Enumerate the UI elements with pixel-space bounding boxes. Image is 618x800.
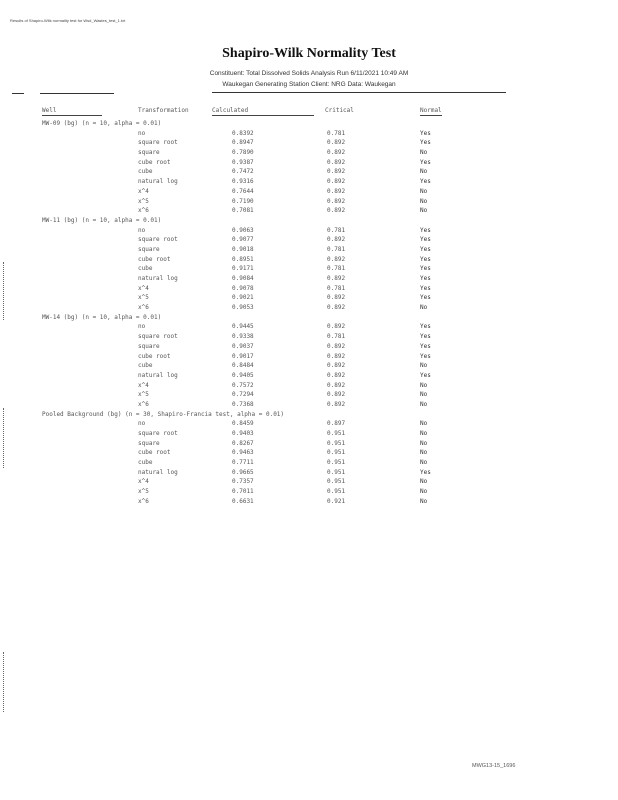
table-row: [0, 382, 618, 392]
normal-cell: Yes: [420, 342, 431, 350]
normal-cell: No: [420, 400, 428, 408]
critical-cell: 0.951: [327, 449, 346, 457]
critical-cell: 0.781: [327, 226, 346, 234]
calculated-cell: 0.7711: [232, 459, 254, 467]
normal-cell: Yes: [420, 226, 431, 234]
transformation-cell: cube: [138, 362, 153, 370]
normal-cell: No: [420, 449, 428, 457]
well-group-text: MW-11 (bg) (n = 10, alpha = 0.01): [42, 216, 162, 224]
normal-cell: Yes: [420, 255, 431, 263]
normal-cell: No: [420, 362, 428, 370]
well-group-text: Pooled Background (bg) (n = 30, Shapiro-Francia test, alpha = 0.01): [42, 410, 285, 418]
table-row: [0, 430, 618, 440]
calculated-cell: 0.7190: [232, 197, 254, 205]
transformation-cell: x^6: [138, 304, 149, 312]
calculated-cell: 0.9063: [232, 226, 254, 234]
transformation-cell: no: [138, 323, 146, 331]
normal-cell: No: [420, 304, 428, 312]
critical-cell: 0.951: [327, 468, 346, 476]
well-group-label: [0, 411, 618, 421]
source-line: Results of Shapiro-Wilk normality test for Wsd_Wastes_test_1.txt: [10, 18, 126, 23]
normal-cell: No: [420, 420, 428, 428]
transformation-cell: no: [138, 420, 146, 428]
critical-cell: 0.892: [327, 139, 346, 147]
station-subtitle: Waukegan Generating Station Client: NRG Data: Waukegan: [222, 81, 396, 88]
transformation-cell: no: [138, 226, 146, 234]
calculated-cell: 0.6631: [232, 497, 254, 505]
calculated-cell: 0.7472: [232, 168, 254, 176]
critical-cell: 0.892: [327, 197, 346, 205]
calculated-cell: 0.7890: [232, 149, 254, 157]
transformation-cell: square root: [138, 430, 178, 437]
calculated-cell: 0.7081: [232, 207, 254, 215]
calculated-cell: 0.7572: [232, 381, 254, 389]
normal-cell: Yes: [420, 275, 431, 282]
calculated-cell: 0.7011: [232, 488, 254, 496]
transformation-cell: square: [138, 149, 160, 157]
transformation-cell: x^5: [138, 294, 149, 302]
transformation-cell: cube root: [138, 158, 171, 166]
table-row: [0, 207, 618, 217]
table-row: [0, 227, 618, 237]
calculated-cell: 0.9665: [232, 468, 254, 476]
transformation-cell: x^6: [138, 497, 149, 505]
critical-cell: 0.892: [327, 168, 346, 176]
bates-number: MWG13-15_1696: [472, 763, 516, 769]
table-row: [0, 343, 618, 353]
calculated-cell: 0.9445: [232, 323, 254, 331]
critical-cell: 0.892: [327, 178, 346, 186]
transformation-cell: square: [138, 439, 160, 447]
normal-cell: No: [420, 149, 428, 157]
calculated-cell: 0.9403: [232, 430, 254, 437]
critical-cell: 0.892: [327, 362, 346, 370]
transformation-cell: natural log: [138, 371, 178, 379]
calculated-cell: 0.7294: [232, 391, 254, 399]
table-row: [0, 198, 618, 208]
calculated-cell: 0.9387: [232, 158, 254, 166]
table-row: [0, 440, 618, 450]
critical-cell: 0.892: [327, 207, 346, 215]
table-row: [0, 449, 618, 459]
transformation-cell: cube: [138, 168, 153, 176]
critical-cell: 0.892: [327, 255, 346, 263]
table-row: [0, 294, 618, 304]
critical-cell: 0.892: [327, 304, 346, 312]
calculated-cell: 0.7368: [232, 400, 254, 408]
page-title: Shapiro-Wilk Normality Test: [222, 46, 396, 61]
critical-cell: 0.892: [327, 371, 346, 379]
column-header-normal: Normal: [420, 107, 442, 114]
critical-cell: 0.951: [327, 478, 346, 486]
critical-cell: 0.951: [327, 439, 346, 447]
normal-cell: No: [420, 430, 428, 437]
table-row: [0, 372, 618, 382]
calculated-cell: 0.8392: [232, 129, 254, 137]
table-row: [0, 478, 618, 488]
calculated-cell: 0.9077: [232, 236, 254, 244]
calculated-cell: 0.7644: [232, 187, 254, 195]
results-table: [0, 120, 618, 508]
normal-cell: Yes: [420, 178, 431, 186]
table-row: [0, 353, 618, 363]
normal-cell: No: [420, 381, 428, 389]
column-header-transformation: Transformation: [138, 107, 189, 114]
calculated-cell: 0.8947: [232, 139, 254, 147]
calculated-cell: 0.9338: [232, 333, 254, 341]
critical-cell: 0.892: [327, 158, 346, 166]
table-row: [0, 362, 618, 372]
well-group-label: [0, 314, 618, 324]
table-row: [0, 391, 618, 401]
calculated-cell: 0.8459: [232, 420, 254, 428]
normal-cell: No: [420, 497, 428, 505]
table-row: [0, 323, 618, 333]
critical-cell: 0.892: [327, 400, 346, 408]
table-row: [0, 333, 618, 343]
table-row: [0, 149, 618, 159]
critical-cell: 0.951: [327, 430, 346, 437]
calculated-cell: 0.9463: [232, 449, 254, 457]
table-row: [0, 130, 618, 140]
normal-cell: No: [420, 197, 428, 205]
transformation-cell: cube root: [138, 352, 171, 360]
normal-cell: Yes: [420, 371, 431, 379]
normal-cell: Yes: [420, 352, 431, 360]
normal-cell: Yes: [420, 236, 431, 244]
column-header-calculated: Calculated: [212, 107, 314, 116]
transformation-cell: natural log: [138, 275, 178, 282]
transformation-cell: x^4: [138, 187, 149, 195]
critical-cell: 0.892: [327, 323, 346, 331]
table-row: [0, 265, 618, 275]
normal-cell: Yes: [420, 139, 431, 147]
table-row: [0, 159, 618, 169]
table-row: [0, 139, 618, 149]
calculated-cell: 0.9021: [232, 294, 254, 302]
normal-cell: No: [420, 168, 428, 176]
normal-cell: Yes: [420, 129, 431, 137]
calculated-cell: 0.9084: [232, 275, 254, 282]
transformation-cell: natural log: [138, 178, 178, 186]
well-group-text: MW-09 (bg) (n = 10, alpha = 0.01): [42, 120, 162, 127]
table-row: [0, 304, 618, 314]
table-row: [0, 285, 618, 295]
well-group-label: [0, 120, 618, 130]
column-header-critical: Critical: [325, 107, 354, 114]
transformation-cell: square: [138, 342, 160, 350]
critical-cell: 0.892: [327, 149, 346, 157]
critical-cell: 0.892: [327, 294, 346, 302]
calculated-cell: 0.9171: [232, 265, 254, 273]
constituent-subtitle: Constituent: Total Dissolved Solids Analysis Run 6/11/2021 10:49 AM: [209, 70, 409, 77]
table-row: [0, 168, 618, 178]
well-group-label: [0, 217, 618, 227]
critical-cell: 0.892: [327, 381, 346, 389]
header-rule-mid: [40, 93, 114, 94]
well-group-text: MW-14 (bg) (n = 10, alpha = 0.01): [42, 313, 162, 321]
normal-cell: No: [420, 187, 428, 195]
scan-edge-marks: [3, 652, 6, 712]
calculated-cell: 0.9316: [232, 178, 254, 186]
transformation-cell: x^5: [138, 391, 149, 399]
normal-cell: Yes: [420, 284, 431, 292]
critical-cell: 0.781: [327, 265, 346, 273]
scan-edge-marks: [3, 262, 6, 320]
transformation-cell: x^4: [138, 284, 149, 292]
transformation-cell: no: [138, 129, 146, 137]
critical-cell: 0.892: [327, 391, 346, 399]
normal-cell: Yes: [420, 323, 431, 331]
normal-cell: No: [420, 478, 428, 486]
transformation-cell: square root: [138, 333, 178, 341]
table-row: [0, 275, 618, 285]
table-row: [0, 178, 618, 188]
calculated-cell: 0.7357: [232, 478, 254, 486]
table-row: [0, 469, 618, 479]
table-row: [0, 188, 618, 198]
normal-cell: No: [420, 439, 428, 447]
critical-cell: 0.921: [327, 497, 346, 505]
calculated-cell: 0.8484: [232, 362, 254, 370]
normal-cell: Yes: [420, 333, 431, 341]
critical-cell: 0.781: [327, 129, 346, 137]
calculated-cell: 0.9053: [232, 304, 254, 312]
normal-cell: No: [420, 391, 428, 399]
normal-cell: Yes: [420, 265, 431, 273]
critical-cell: 0.892: [327, 187, 346, 195]
table-row: [0, 256, 618, 266]
normal-cell: Yes: [420, 294, 431, 302]
header-rule-left: [12, 93, 24, 94]
critical-cell: 0.897: [327, 420, 346, 428]
normal-cell: Yes: [420, 245, 431, 253]
scan-edge-marks: [3, 408, 6, 468]
calculated-cell: 0.9078: [232, 284, 254, 292]
normal-cell: No: [420, 459, 428, 467]
transformation-cell: cube root: [138, 449, 171, 457]
transformation-cell: x^5: [138, 197, 149, 205]
transformation-cell: square: [138, 245, 160, 253]
calculated-cell: 0.9017: [232, 352, 254, 360]
table-row: [0, 498, 618, 508]
table-row: [0, 488, 618, 498]
transformation-cell: natural log: [138, 468, 178, 476]
calculated-cell: 0.9018: [232, 245, 254, 253]
calculated-cell: 0.8267: [232, 439, 254, 447]
transformation-cell: x^6: [138, 400, 149, 408]
normal-cell: No: [420, 207, 428, 215]
critical-cell: 0.892: [327, 236, 346, 244]
normal-cell: No: [420, 488, 428, 496]
table-row: [0, 459, 618, 469]
table-row: [0, 236, 618, 246]
table-row: [0, 420, 618, 430]
transformation-cell: x^4: [138, 381, 149, 389]
critical-cell: 0.781: [327, 284, 346, 292]
column-header-well: Well: [42, 107, 102, 116]
transformation-cell: square root: [138, 236, 178, 244]
critical-cell: 0.892: [327, 275, 346, 282]
transformation-cell: cube root: [138, 255, 171, 263]
table-row: [0, 401, 618, 411]
normal-cell: Yes: [420, 158, 431, 166]
transformation-cell: x^4: [138, 478, 149, 486]
calculated-cell: 0.9037: [232, 342, 254, 350]
critical-cell: 0.951: [327, 459, 346, 467]
table-row: [0, 246, 618, 256]
critical-cell: 0.892: [327, 352, 346, 360]
calculated-cell: 0.8951: [232, 255, 254, 263]
critical-cell: 0.781: [327, 333, 346, 341]
calculated-cell: 0.9405: [232, 371, 254, 379]
header-rule-right: [212, 92, 506, 93]
transformation-cell: cube: [138, 459, 153, 467]
critical-cell: 0.892: [327, 342, 346, 350]
transformation-cell: cube: [138, 265, 153, 273]
normal-cell: Yes: [420, 468, 431, 476]
transformation-cell: square root: [138, 139, 178, 147]
critical-cell: 0.781: [327, 245, 346, 253]
critical-cell: 0.951: [327, 488, 346, 496]
transformation-cell: x^6: [138, 207, 149, 215]
transformation-cell: x^5: [138, 488, 149, 496]
